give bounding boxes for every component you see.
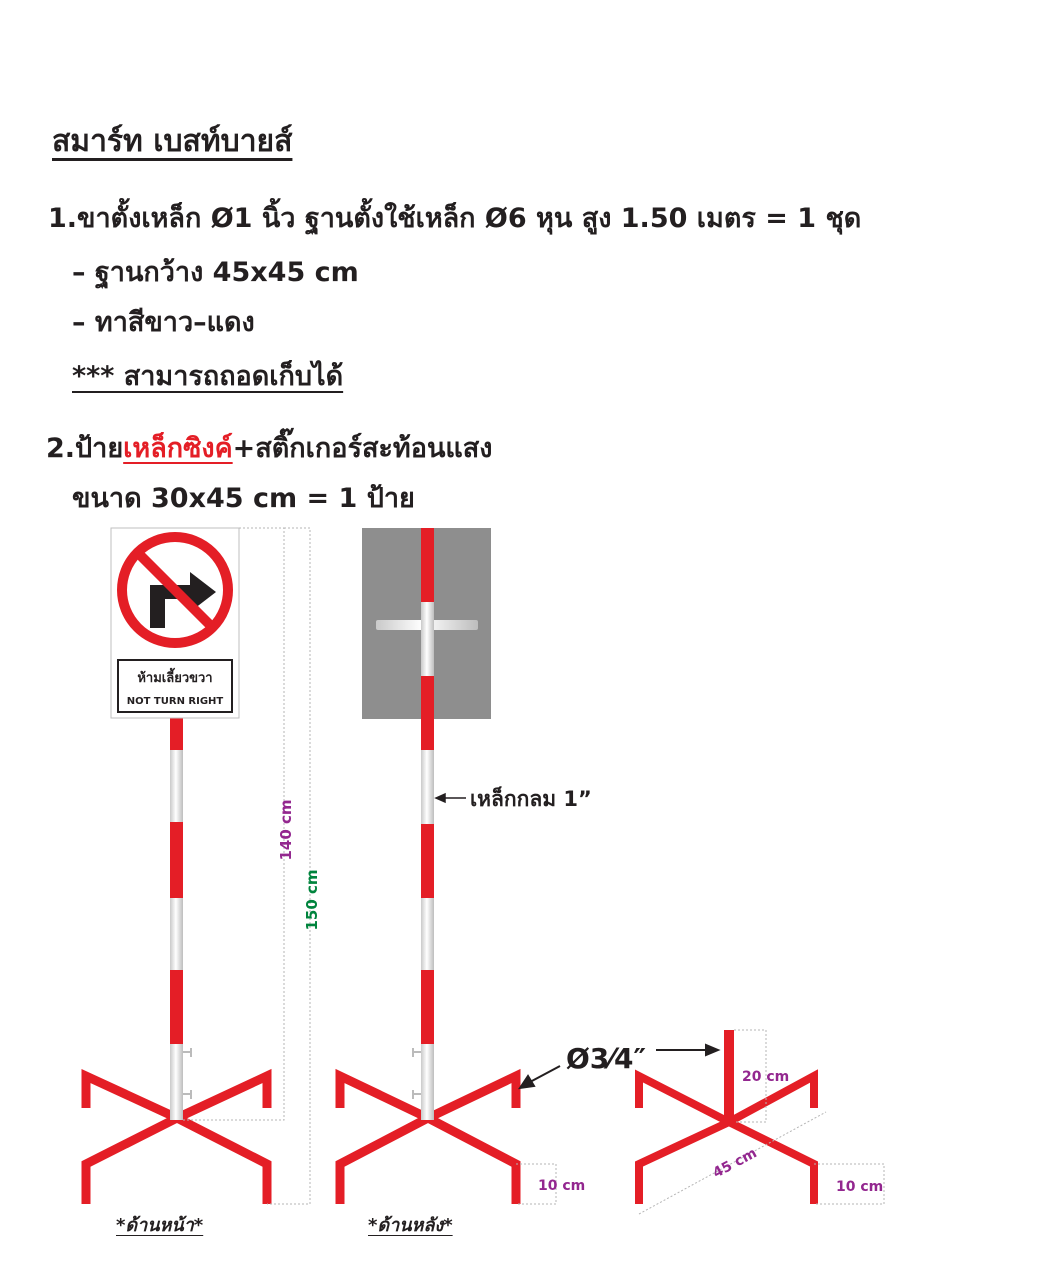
item-2-suffix: +สติ๊กเกอร์สะท้อนแสง <box>232 433 493 464</box>
base-upright <box>724 1030 734 1122</box>
item-1-description: 1.ขาตั้งเหล็ก Ø1 นิ้ว ฐานตั้งใช้เหล็ก Ø6 หุน สูง 1.50 เมตร = 1 ชุด <box>48 203 862 234</box>
front-pole <box>170 718 191 1120</box>
item-2-size: ขนาด 30x45 cm = 1 ป้าย <box>72 483 415 514</box>
back-view <box>340 528 592 1204</box>
item-1-note: *** สามารถถอดเก็บได้ <box>72 361 344 392</box>
diameter-arrow-left <box>520 1066 560 1088</box>
dim-20cm: 20 cm <box>742 1069 790 1085</box>
sign-label-th: ห้ามเลี้ยวขวา <box>137 671 213 686</box>
item-2-prefix: 2.ป้าย <box>46 433 124 464</box>
dim-150cm: 150 cm <box>303 869 321 931</box>
caption-front: *ด้านหน้า* <box>116 1215 204 1236</box>
pipe-label-arrow <box>436 794 466 802</box>
base-detail <box>639 1030 884 1214</box>
sign-label-en: NOT TURN RIGHT <box>126 696 224 707</box>
item-1-base-size: – ฐานกว้าง 45x45 cm <box>72 257 359 288</box>
dim-foot-base: 10 cm <box>836 1179 884 1195</box>
no-right-turn-sign <box>111 528 239 718</box>
caption-back: *ด้านหลัง* <box>368 1215 453 1236</box>
item-2-material: เหล็กซิงค์ <box>123 433 233 464</box>
item-1-paint: – ทาสีขาว–แดง <box>72 307 255 338</box>
dim-leg-diameter: Ø3⁄4″ <box>566 1042 646 1075</box>
front-base-front-legs <box>86 1118 267 1204</box>
dim-foot-back: 10 cm <box>538 1178 586 1194</box>
pipe-label: เหล็กกลม 1” <box>470 787 592 811</box>
diameter-arrow-right <box>656 1045 718 1055</box>
page-title: สมาร์ท เบสท์บายส์ <box>52 124 293 159</box>
front-view <box>86 528 321 1204</box>
dim-140cm: 140 cm <box>277 799 295 861</box>
dim-45cm: 45 cm <box>710 1145 760 1182</box>
